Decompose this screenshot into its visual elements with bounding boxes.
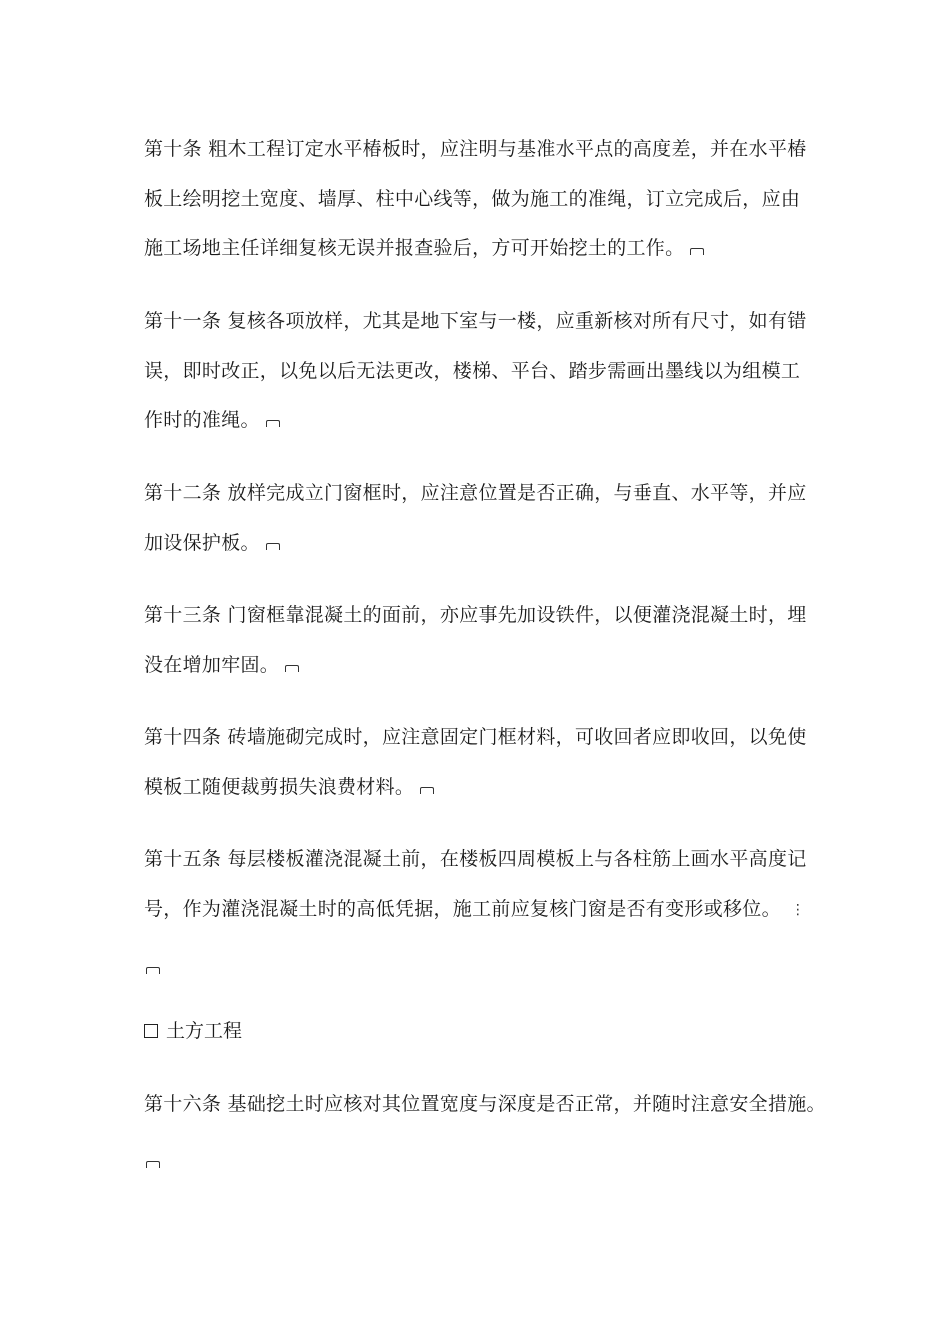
article-text: 第十四条 砖墙施砌完成时，应注意固定门框材料，可收回者应即收回，以免使模板工随便裁剪损失浪费材料。 (144, 726, 807, 798)
article-14 (144, 713, 814, 812)
paragraph-mark-icon (146, 965, 160, 975)
article-15 (144, 835, 814, 935)
article-text: 第十二条 放样完成立门窗框时，应注意位置是否正确，与垂直、水平等，并应加设保护板。 (144, 482, 807, 554)
article-text: 第十一条 复核各项放样，尤其是地下室与一楼，应重新核对所有尺寸，如有错误，即时改正，以免以后无法更改，楼梯、平台、踏步需画出墨线以为组模工作时的准绳。 (144, 310, 807, 431)
section-heading (144, 1016, 242, 1046)
article-16 (144, 1080, 834, 1130)
article-11 (144, 297, 814, 446)
paragraph-mark-icon (266, 418, 280, 428)
paragraph-mark-standalone (146, 1152, 160, 1171)
checkbox-icon (144, 1024, 158, 1038)
paragraph-mark-icon (420, 785, 434, 795)
section-heading-text: 土方工程 (166, 1020, 243, 1042)
paragraph-mark-icon (146, 1159, 160, 1169)
article-10 (144, 125, 814, 274)
article-text: 第十三条 门窗框靠混凝土的面前，亦应事先加设铁件，以便灌浇混凝土时，埋没在增加牢固。 (144, 604, 807, 676)
paragraph-mark-icon (690, 246, 704, 256)
paragraph-mark-icon (266, 541, 280, 551)
article-12 (144, 469, 814, 568)
ellipsis-dots-icon: ⋮ (790, 901, 805, 918)
article-text: 第十五条 每层楼板灌浇混凝土前，在楼板四周模板上与各柱筋上画水平高度记号，作为灌浇混凝土时的高低凭据，施工前应复核门窗是否有变形或移位。 (144, 848, 807, 920)
article-text: 第十条 粗木工程订定水平椿板时，应注明与基准水平点的高度差，并在水平椿板上绘明挖土宽度、墙厚、柱中心线等，做为施工的准绳，订立完成后，应由施工场地主任详细复核无误并报查验后，方可开始挖土的工作。 (144, 138, 807, 259)
paragraph-mark-standalone (146, 958, 160, 977)
article-13 (144, 591, 814, 690)
article-text: 第十六条 基础挖土时应核对其位置宽度与深度是否正常，并随时注意安全措施。 (144, 1093, 826, 1115)
paragraph-mark-icon (285, 663, 299, 673)
